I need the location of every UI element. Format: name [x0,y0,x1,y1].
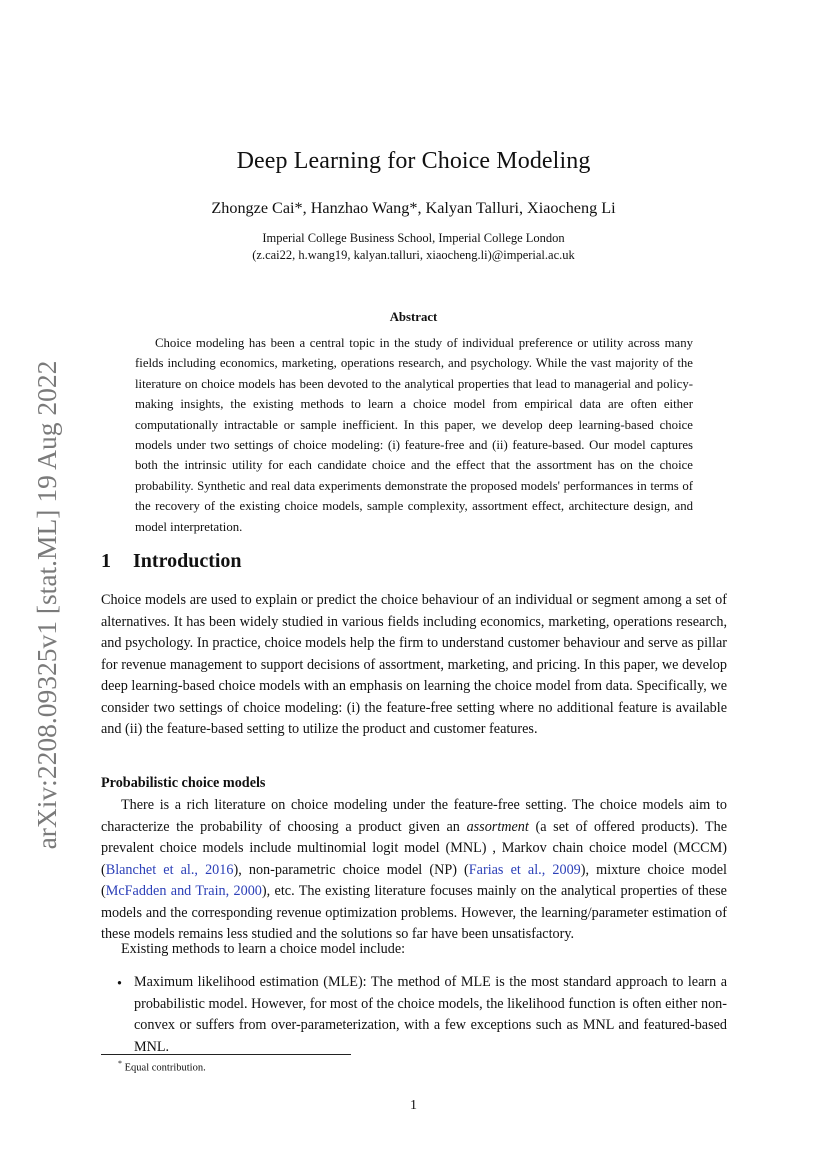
footnote-marker: * [118,1059,122,1068]
section-heading [101,550,242,573]
section-title: Introduction [133,550,242,572]
choice-models-paragraph [101,795,727,946]
footnote-divider [101,1054,351,1055]
text-span: There is a rich literature on choice modeling under the feature-free setting. The choice models aim to characterize the probability of choosing a product given an [101,797,727,835]
bullet-marker: • [117,976,122,992]
emphasis-assortment: assortment [466,818,529,835]
arxiv-identifier: arXiv:2208.09325v1 [stat.ML] 19 Aug 2022 [31,360,62,850]
text-span: (a set of offered products). The prevalent choice models include multinomial logit model (MNL) , Markov chain choice model (MCCM) ( [101,818,727,878]
section-number: 1 [101,550,111,572]
text-span: ), etc. The existing literature focuses mainly on the analytical properties of these models and the corresponding revenue optimization problems. However, the learning/parameter estimation of these models remains less studied and the solutions so far have been unsatisfactory. [101,883,727,942]
citation-link-mcfadden[interactable]: McFadden and Train, 2000 [105,883,262,899]
text-span: ), mixture choice model ( [101,861,727,899]
citation-link-blanchet[interactable]: Blanchet et al., 2016 [105,861,234,878]
abstract-heading: Abstract [389,310,438,324]
affiliation: Imperial College Business School, Imperial College London [262,231,565,245]
page-number: 1 [410,1098,417,1113]
list-item-mle: Maximum likelihood estimation (MLE): The method of MLE is the most standard approach to learn a probabilistic model. However, for most of the choice models, the likelihood function is often either non-convex or suffers from over-parameterization, with a few exceptions such as MNL and featured-based MNL. [134,974,727,1055]
paragraph-heading: Probabilistic choice models [101,775,266,791]
author-list: Zhongze Cai*, Hanzhao Wang*, Kalyan Talluri, Xiaocheng Li [211,199,616,217]
intro-paragraph: Choice models are used to explain or predict the choice behaviour of an individual or segment among a set of alternatives. It has been widely studied in various fields including economics, marketing, operations research, and psychology. In practice, choice models help the firm to understand customer behaviour and serve as pillar for revenue management to support decisions of assortment, marketing, and pricing. In this paper, we develop deep learning-based choice models with an emphasis on learning the choice model from data. Specifically, we consider two settings of choice modeling: (i) the feature-free setting where no additional feature is available and (ii) the feature-based setting to utilize the product and customer features. [101,592,727,737]
citation-link-farias[interactable]: Farias et al., 2009 [468,861,581,878]
abstract-text: Choice modeling has been a central topic in the study of individual preference or utility across many fields including economics, marketing, operations research, and psychology. While the vast majority of the literature on choice models has been devoted to the analytical properties that lead to managerial and policy-making insights, the existing methods to learn a choice model from empirical data are often either computationally intractable or sample inefficient. In this paper, we develop deep learning-based choice models under two settings of choice modeling: (i) feature-free and (ii) feature-based. Our model captures both the intrinsic utility for each candidate choice and the effect that the assortment has on the choice probability. Synthetic and real data experiments demonstrate the proposed models' performances in terms of the recovery of the existing choice models, sample complexity, assortment effect, architecture design, and model interpretation. [135,336,693,534]
paper-title: Deep Learning for Choice Modeling [236,148,591,174]
footnote-text: Equal contribution. [124,1062,206,1074]
text-span: ), non-parametric choice model (NP) ( [233,861,469,878]
author-emails: (z.cai22, h.wang19, kalyan.talluri, xiaocheng.li)@imperial.ac.uk [252,248,575,262]
affiliation-block [0,230,827,264]
footnote [118,1059,206,1074]
existing-methods-intro: Existing methods to learn a choice model include: [121,941,406,957]
